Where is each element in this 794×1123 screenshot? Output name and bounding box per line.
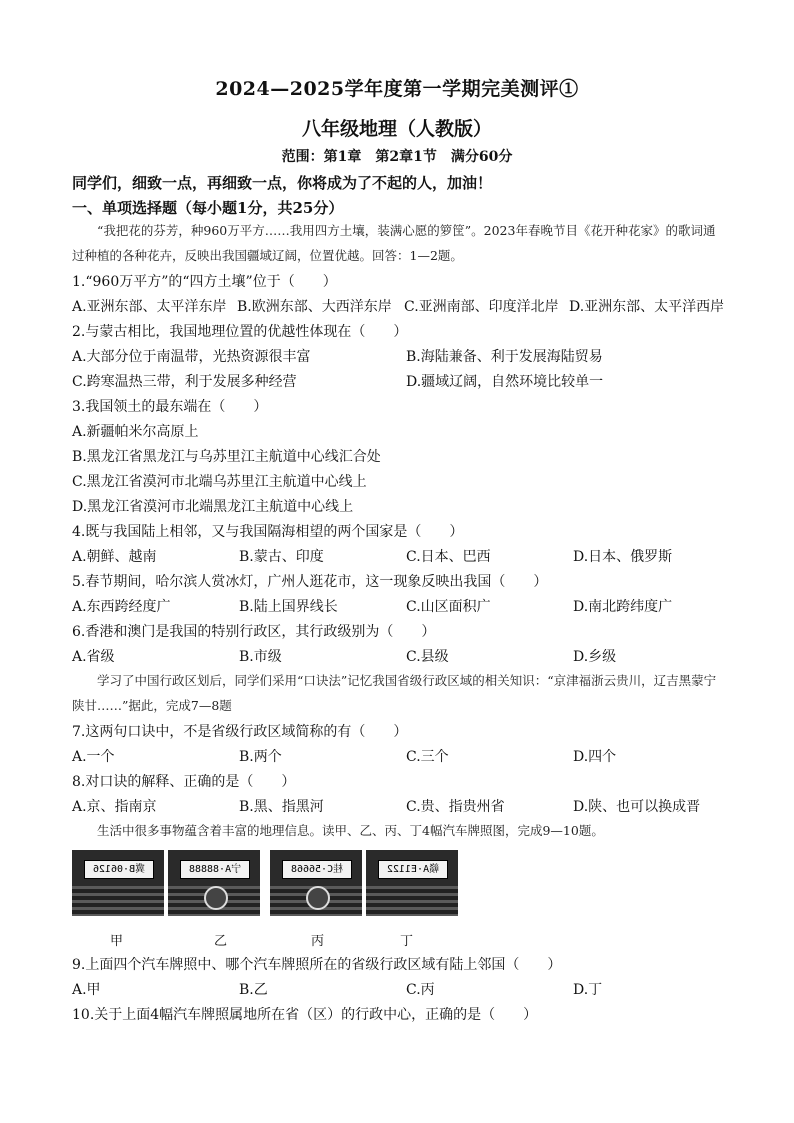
plate-text-bing: 桂C·56668	[282, 860, 352, 879]
q3-option-b[interactable]: B.黑龙江省黑龙江与乌苏里江主航道中心线汇合处	[72, 449, 381, 465]
plate-label-bing: 丙	[311, 934, 325, 949]
q4-option-d[interactable]: D.日本、俄罗斯	[573, 549, 673, 565]
q7-option-a[interactable]: A.一个	[72, 749, 115, 765]
plate-photo-bing	[270, 850, 362, 916]
car-grille-graphic	[72, 886, 164, 916]
exam-title: 2024—2025学年度第一学期完美测评①	[215, 78, 579, 100]
plate-photo-ding	[366, 850, 458, 916]
q9-option-c[interactable]: C.丙	[406, 982, 435, 998]
q5-option-d[interactable]: D.南北跨纬度广	[573, 599, 673, 615]
plate-label-yi: 乙	[214, 934, 228, 949]
q2-option-c[interactable]: C.跨寒温热三带，利于发展多种经营	[72, 374, 297, 390]
q1-option-a[interactable]: A.亚洲东部、太平洋东岸	[72, 299, 227, 315]
q8-option-d[interactable]: D.陕、也可以换成晋	[573, 799, 701, 815]
exam-subtitle: 八年级地理（人教版）	[301, 118, 492, 140]
question-5: 5.春节期间，哈尔滨人赏冰灯，广州人逛花市，这一现象反映出我国（ ）	[72, 574, 548, 590]
q6-option-a[interactable]: A.省级	[72, 649, 115, 665]
q4-option-b[interactable]: B.蒙古、印度	[239, 549, 324, 565]
plate-text-jia: 冀B·06126	[84, 860, 154, 879]
q6-option-b[interactable]: B.市级	[239, 649, 282, 665]
question-7: 7.这两句口诀中，不是省级行政区域简称的有（ ）	[72, 724, 408, 740]
passage-3: 生活中很多事物蕴含着丰富的地理信息。读甲、乙、丙、丁4幅汽车牌照图，完成9—10题。	[97, 823, 604, 838]
section-heading: 一、单项选择题（每小题1分，共25分）	[72, 199, 344, 217]
q7-option-c[interactable]: C.三个	[406, 749, 449, 765]
plate-text-ding: 赣A·E1122	[378, 860, 448, 879]
q2-option-d[interactable]: D.疆域辽阔，自然环境比较单一	[406, 374, 604, 390]
q1-option-d[interactable]: D.亚洲东部、太平洋西岸	[569, 299, 725, 315]
plate-label-jia: 甲	[110, 934, 124, 949]
q1-option-c[interactable]: C.亚洲南部、印度洋北岸	[404, 299, 559, 315]
q4-option-a[interactable]: A.朝鲜、越南	[72, 549, 157, 565]
plate-photo-jia	[72, 850, 164, 916]
q9-option-b[interactable]: B.乙	[239, 982, 268, 998]
question-2: 2.与蒙古相比，我国地理位置的优越性体现在（ ）	[72, 324, 408, 340]
passage-2: 学习了中国行政区划后，同学们采用“口诀法”记忆我国省级行政区域的相关知识：“京津福浙云贵川，辽吉黑蒙宁陕甘……”据此，完成7—8题	[72, 673, 717, 713]
question-8: 8.对口诀的解释、正确的是（ ）	[72, 774, 296, 790]
plate-text-yi: 宁A·88888	[180, 860, 250, 879]
question-10: 10.关于上面4幅汽车牌照属地所在省（区）的行政中心，正确的是（ ）	[72, 1007, 538, 1023]
q6-option-d[interactable]: D.乡级	[573, 649, 617, 665]
question-3: 3.我国领土的最东端在（ ）	[72, 399, 268, 415]
car-grille-graphic	[366, 886, 458, 916]
question-1: 1.“960万平方”的“四方土壤”位于（ ）	[72, 274, 337, 290]
q9-option-d[interactable]: D.丁	[573, 982, 603, 998]
q6-option-c[interactable]: C.县级	[406, 649, 449, 665]
passage-1: “我把花的芬芳，种960万平方……我用四方土壤，装满心愿的箩筐”。2023年春晚节目《花开种花家》的歌词通过种植的各种花卉，反映出我国疆域辽阔，位置优越。回答：1—2题。	[72, 223, 716, 263]
q2-option-b[interactable]: B.海陆兼备、利于发展海陆贸易	[406, 349, 603, 365]
q3-option-a[interactable]: A.新疆帕米尔高原上	[72, 424, 199, 440]
q5-option-a[interactable]: A.东西跨经度广	[72, 599, 171, 615]
car-logo-icon	[306, 886, 330, 910]
question-4: 4.既与我国陆上相邻，又与我国隔海相望的两个国家是（ ）	[72, 524, 464, 540]
q5-option-c[interactable]: C.山区面积广	[406, 599, 491, 615]
q2-option-a[interactable]: A.大部分位于南温带，光热资源很丰富	[72, 349, 311, 365]
car-logo-icon	[204, 886, 228, 910]
q3-option-c[interactable]: C.黑龙江省漠河市北端乌苏里江主航道中心线上	[72, 474, 367, 490]
exam-scope: 范围：第1章 第2章1节 满分60分	[281, 149, 513, 165]
q4-option-c[interactable]: C.日本、巴西	[406, 549, 491, 565]
q8-option-c[interactable]: C.贵、指贵州省	[406, 799, 505, 815]
q7-option-b[interactable]: B.两个	[239, 749, 282, 765]
q7-option-d[interactable]: D.四个	[573, 749, 617, 765]
q1-option-b[interactable]: B.欧洲东部、大西洋东岸	[237, 299, 392, 315]
q9-option-a[interactable]: A.甲	[72, 982, 101, 998]
q5-option-b[interactable]: B.陆上国界线长	[239, 599, 338, 615]
q8-option-b[interactable]: B.黑、指黑河	[239, 799, 324, 815]
q8-option-a[interactable]: A.京、指南京	[72, 799, 157, 815]
plate-photo-yi	[168, 850, 260, 916]
question-6: 6.香港和澳门是我国的特别行政区，其行政级别为（ ）	[72, 624, 436, 640]
question-9: 9.上面四个汽车牌照中、哪个汽车牌照所在的省级行政区域有陆上邻国（ ）	[72, 957, 562, 973]
motto: 同学们，细致一点，再细致一点，你将成为了不起的人，加油！	[72, 174, 493, 192]
q3-option-d[interactable]: D.黑龙江省漠河市北端黑龙江主航道中心线上	[72, 499, 354, 515]
plate-label-ding: 丁	[400, 934, 414, 949]
